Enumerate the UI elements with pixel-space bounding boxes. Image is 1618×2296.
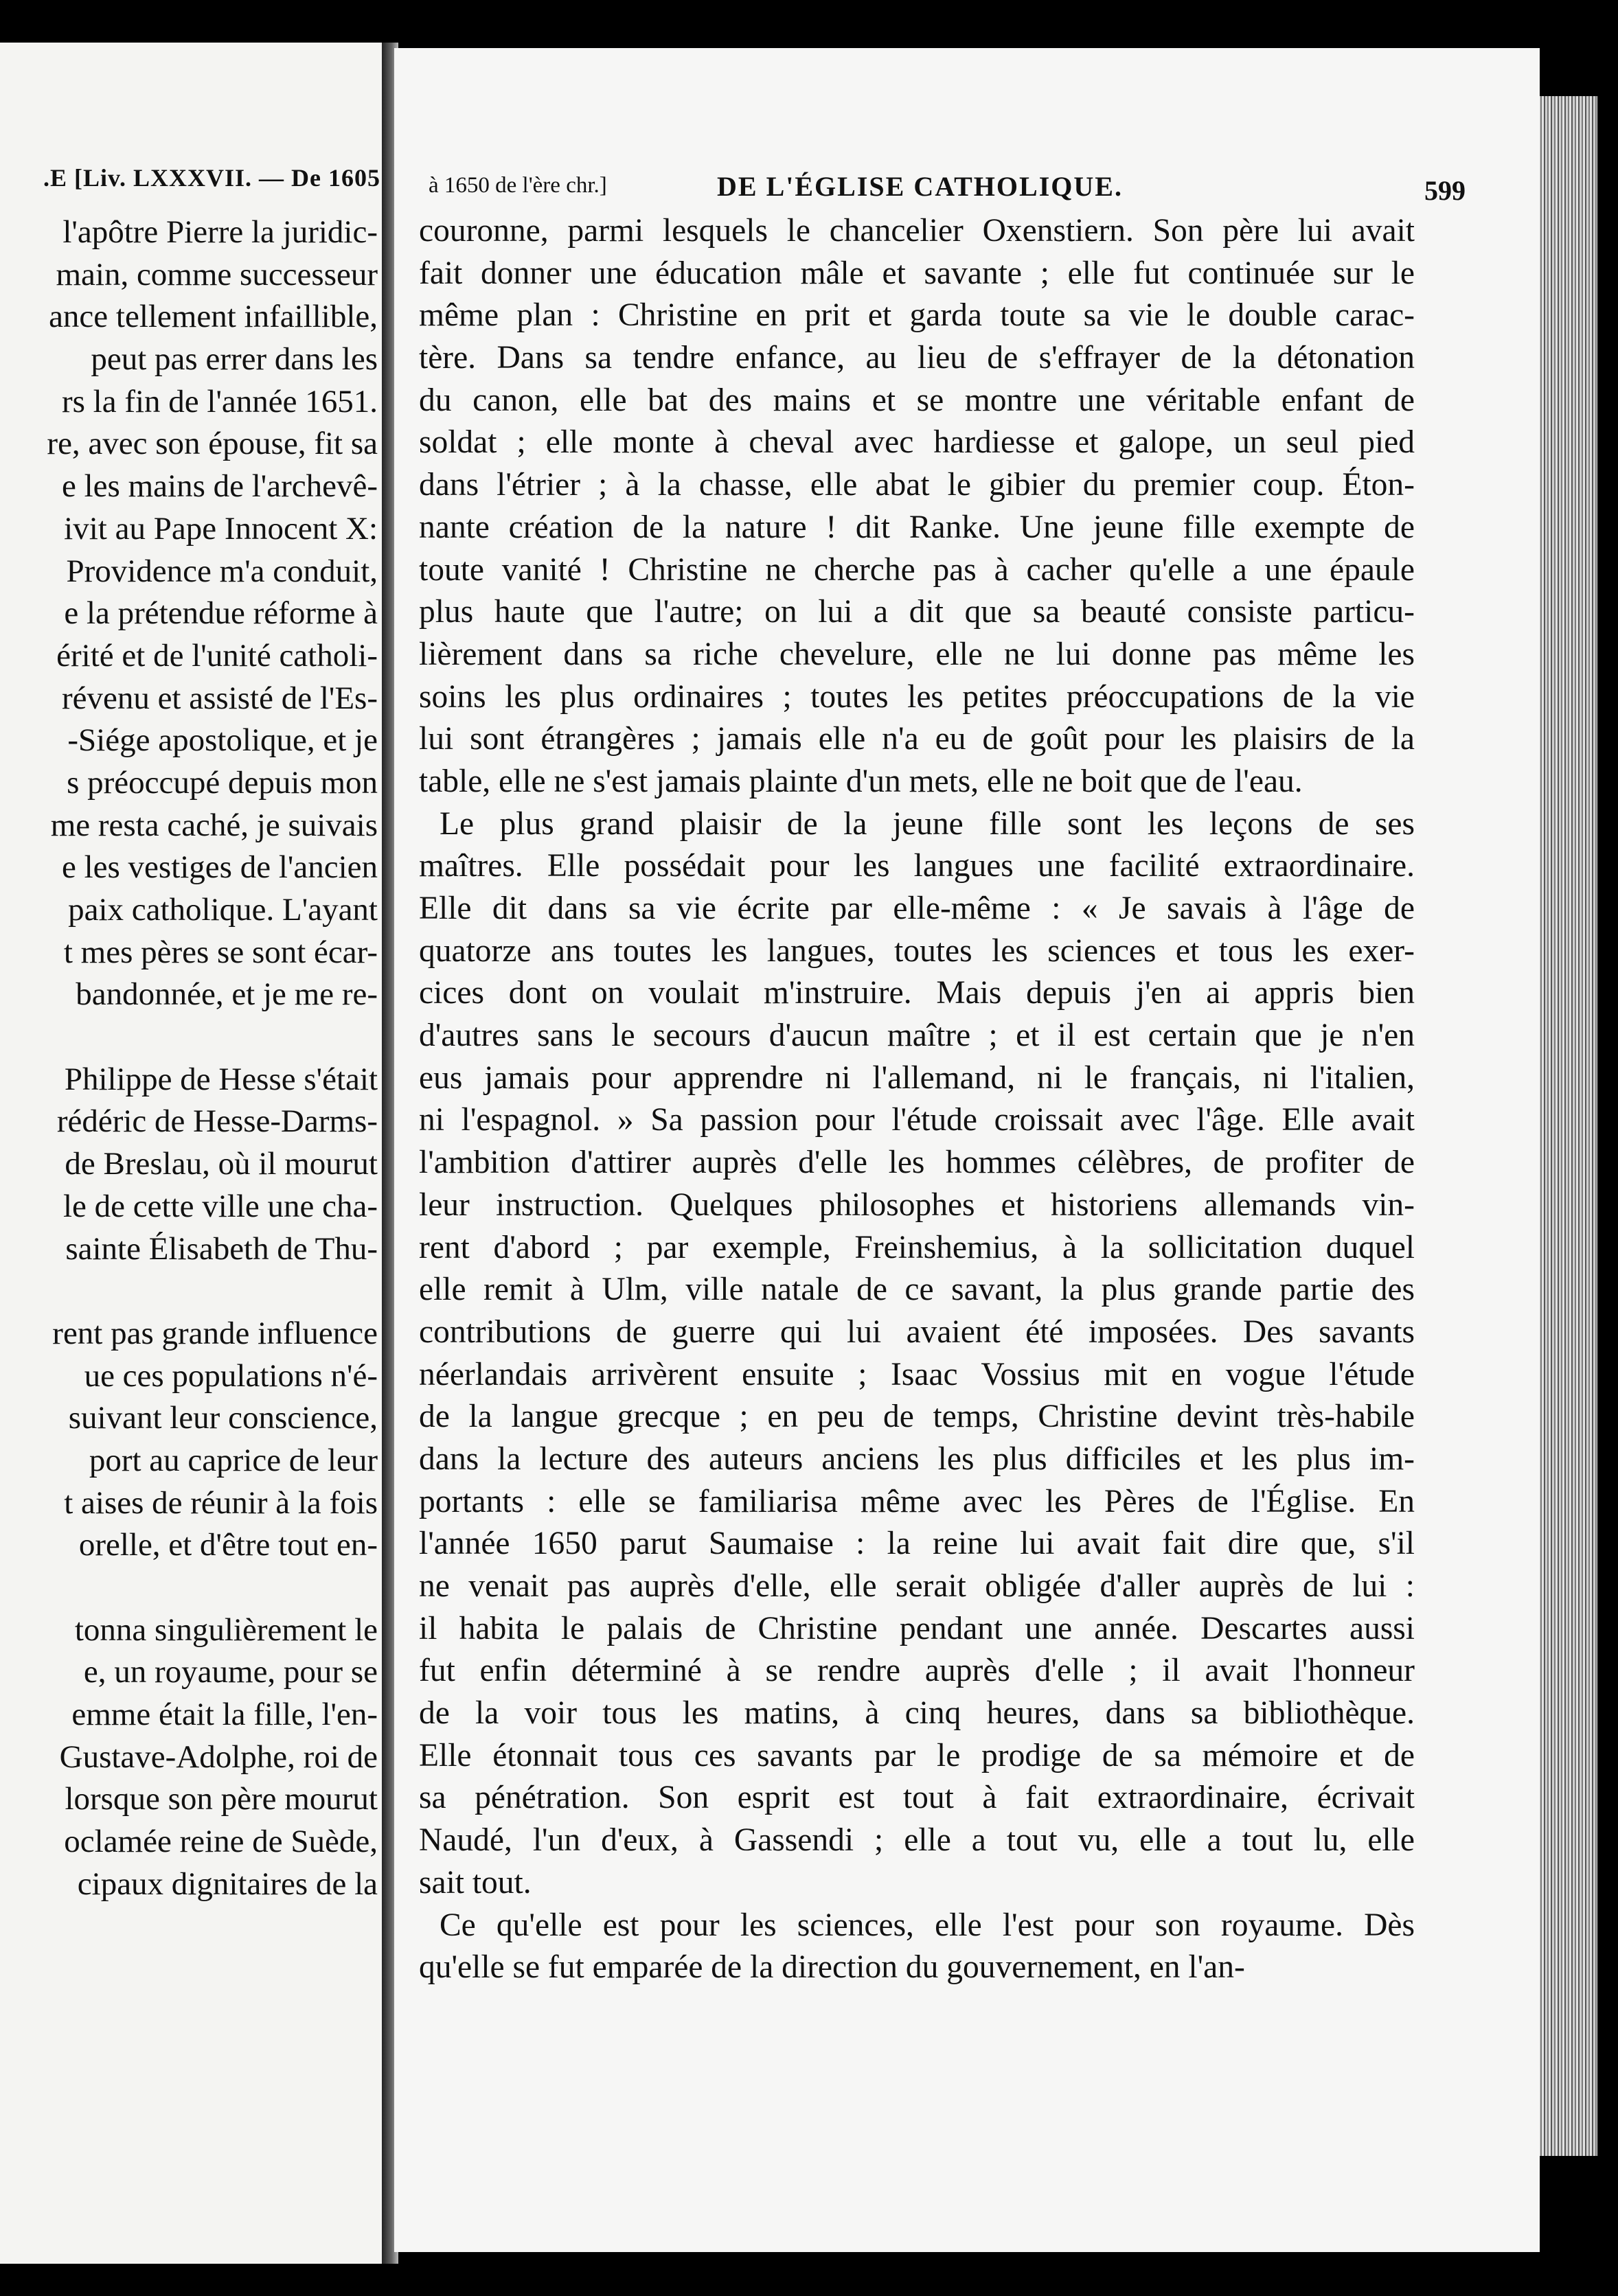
left-running-header: .E [Liv. LXXXVII. — De 1605 xyxy=(43,164,380,192)
text-line: contributions de guerre qui lui avaient été imposées. Des savants xyxy=(419,1313,1415,1350)
text-line: qu'elle se fut emparée de la direction du gouvernement, en l'an- xyxy=(419,1949,1245,1986)
left-text-line: e la prétendue réforme à xyxy=(64,595,378,632)
left-text-line: paix catholique. L'ayant xyxy=(68,892,378,928)
left-text-line: tonna singulièrement le xyxy=(74,1611,378,1648)
text-line: dans la lecture des auteurs anciens les plus difficiles et les plus im- xyxy=(419,1440,1415,1477)
left-text-line: suivant leur conscience, xyxy=(68,1400,378,1436)
text-line: ne venait pas auprès d'elle, elle serait obligée d'aller auprès de lui : xyxy=(419,1568,1415,1604)
left-text-line: oclamée reine de Suède, xyxy=(64,1824,378,1860)
left-text-line: t mes pères se sont écar- xyxy=(63,934,378,970)
left-text-line: e les vestiges de l'ancien xyxy=(61,849,378,886)
text-line: Naudé, l'un d'eux, à Gassendi ; elle a tout vu, elle a tout lu, elle xyxy=(419,1822,1415,1859)
left-text-line: érité et de l'unité catholi- xyxy=(56,637,378,674)
left-text-line: sainte Élisabeth de Thu- xyxy=(65,1230,378,1267)
left-text-line: cipaux dignitaires de la xyxy=(77,1866,378,1902)
left-text-line: re, avec son épouse, fit sa xyxy=(47,426,378,462)
left-text-line: révenu et assisté de l'Es- xyxy=(61,680,378,716)
left-text-line: main, comme successeur xyxy=(56,256,378,292)
right-page-text xyxy=(419,210,1415,1989)
left-text-line: rédéric de Hesse-Darms- xyxy=(56,1103,378,1140)
text-line: ni l'espagnol. » Sa passion pour l'étude croissait avec l'âge. Elle avait xyxy=(419,1102,1415,1138)
left-text-line: ue ces populations n'é- xyxy=(84,1357,378,1394)
text-line: néerlandais arrivèrent ensuite ; Isaac Vossius mit en vogue l'étude xyxy=(419,1356,1415,1392)
page-number: 599 xyxy=(1424,175,1466,206)
left-text-line xyxy=(0,1270,378,1313)
left-text-line xyxy=(0,1567,378,1609)
text-line: leur instruction. Quelques philosophes et historiens allemands vin- xyxy=(419,1186,1415,1223)
text-line: même plan : Christine en prit et garda toute sa vie le double carac- xyxy=(419,297,1415,334)
text-line: tère. Dans sa tendre enfance, au lieu de s'effrayer de la détonation xyxy=(419,340,1415,376)
text-line: sa pénétration. Son esprit est tout à fait extraordinaire, écrivait xyxy=(419,1780,1415,1816)
text-line: du canon, elle bat des mains et se montre une véritable enfant de xyxy=(419,382,1415,418)
text-line: soldat ; elle monte à cheval avec hardiesse et galope, un seul pied xyxy=(419,424,1415,461)
left-text-line: me resta caché, je suivais xyxy=(50,807,378,843)
right-running-header xyxy=(429,170,1466,206)
left-text-line: orelle, et d'être tout en- xyxy=(78,1527,378,1563)
text-line: cices dont on voulait m'instruire. Mais depuis j'en ai appris bien xyxy=(419,975,1415,1011)
text-line: maîtres. Elle possédait pour les langues une facilité extraordinaire. xyxy=(419,848,1415,884)
left-text-line: l'apôtre Pierre la juridic- xyxy=(62,214,378,250)
text-line: eus jamais pour apprendre ni l'allemand, ni le français, ni l'italien, xyxy=(419,1059,1415,1096)
text-line: Ce qu'elle est pour les sciences, elle l'est pour son royaume. Dès xyxy=(440,1907,1415,1943)
text-line: d'autres sans le secours d'aucun maître ; et il est certain que je n'en xyxy=(419,1018,1415,1054)
text-line: soins les plus ordinaires ; toutes les petites préoccupations de la vie xyxy=(419,678,1415,715)
left-text-line: e, un royaume, pour se xyxy=(83,1654,378,1690)
text-line: Le plus grand plaisir de la jeune fille sont les leçons de ses xyxy=(440,805,1415,842)
left-text-line: lorsque son père mourut xyxy=(65,1781,378,1817)
text-line: plus haute que l'autre; on lui a dit que sa beauté consiste particu- xyxy=(419,594,1415,630)
left-text-line: port au caprice de leur xyxy=(89,1442,378,1478)
text-line: fait donner une éducation mâle et savante ; elle fut continuée sur le xyxy=(419,255,1415,291)
left-text-line: Gustave-Adolphe, roi de xyxy=(59,1738,378,1775)
left-text-line: emme était la fille, l'en- xyxy=(71,1697,378,1733)
left-page-text xyxy=(0,211,378,1906)
left-text-line: t aises de réunir à la fois xyxy=(64,1484,378,1521)
left-text-line: Providence m'a conduit, xyxy=(66,553,378,589)
left-text-line: bandonnée, et je me re- xyxy=(76,976,378,1013)
left-text-line: peut pas errer dans les xyxy=(91,341,378,378)
left-text-line: rs la fin de l'année 1651. xyxy=(61,383,378,420)
left-text-line xyxy=(0,1016,378,1059)
left-text-line: ivit au Pape Innocent X: xyxy=(64,510,378,547)
left-text-line: ance tellement infaillible, xyxy=(49,299,378,335)
text-line: toute vanité ! Christine ne cherche pas à cacher qu'elle a une épaule xyxy=(419,551,1415,588)
left-text-line: le de cette ville une cha- xyxy=(63,1188,378,1224)
text-line: l'ambition d'attirer auprès d'elle les hommes célèbres, de profiter de xyxy=(419,1145,1415,1181)
left-text-line: Philippe de Hesse s'était xyxy=(64,1061,378,1097)
text-line: il habita le palais de Christine pendant une année. Descartes aussi xyxy=(419,1610,1415,1646)
text-line: nante création de la nature ! dit Ranke. Une jeune fille exempte de xyxy=(419,509,1415,545)
header-title: DE L'ÉGLISE CATHOLIQUE. xyxy=(717,171,1123,202)
text-line: couronne, parmi lesquels le chancelier Oxenstiern. Son père lui avait xyxy=(419,213,1415,249)
text-line: quatorze ans toutes les langues, toutes les sciences et tous les exer- xyxy=(419,932,1415,969)
left-text-line: -Siége apostolique, et je xyxy=(67,722,378,759)
text-line: table, elle ne s'est jamais plainte d'un mets, elle ne boit que de l'eau. xyxy=(419,763,1303,799)
text-line: l'année 1650 parut Saumaise : la reine lui avait fait dire que, s'il xyxy=(419,1526,1415,1562)
text-line: lièrement dans sa riche chevelure, elle ne lui donne pas même les xyxy=(419,636,1415,672)
text-line: Elle dit dans sa vie écrite par elle-même : « Je savais à l'âge de xyxy=(419,891,1415,926)
text-line: de la voir tous les matins, à cinq heures, dans sa bibliothèque. xyxy=(419,1695,1415,1732)
text-line: dans l'étrier ; à la chasse, elle abat le gibier du premier coup. Éton- xyxy=(419,467,1415,503)
header-date-range: à 1650 de l'ère chr.] xyxy=(429,173,607,198)
right-page xyxy=(394,48,1540,2252)
left-text-line: e les mains de l'archevê- xyxy=(62,468,378,505)
text-line: Elle étonnait tous ces savants par le prodige de sa mémoire et de xyxy=(419,1737,1415,1773)
left-text-line: de Breslau, où il mourut xyxy=(65,1146,378,1182)
text-line: fut enfin déterminé à se rendre auprès d'elle ; il avait l'honneur xyxy=(419,1653,1415,1689)
left-text-line: rent pas grande influence xyxy=(52,1315,378,1351)
text-line: portants : elle se familiarisa même avec les Pères de l'Église. En xyxy=(419,1483,1415,1519)
text-line: de la langue grecque ; en peu de temps, Christine devint très-habile xyxy=(419,1399,1415,1435)
text-line: lui sont étrangères ; jamais elle n'a eu de goût pour les plaisirs de la xyxy=(419,721,1415,757)
text-line: rent d'abord ; par exemple, Freinshemius, à la sollicitation duquel xyxy=(419,1229,1415,1265)
text-line: elle remit à Ulm, ville natale de ce savant, la plus grande partie des xyxy=(419,1272,1415,1308)
left-text-line: s préoccupé depuis mon xyxy=(67,764,378,801)
text-line: sait tout. xyxy=(419,1864,532,1901)
left-page xyxy=(0,43,386,2264)
